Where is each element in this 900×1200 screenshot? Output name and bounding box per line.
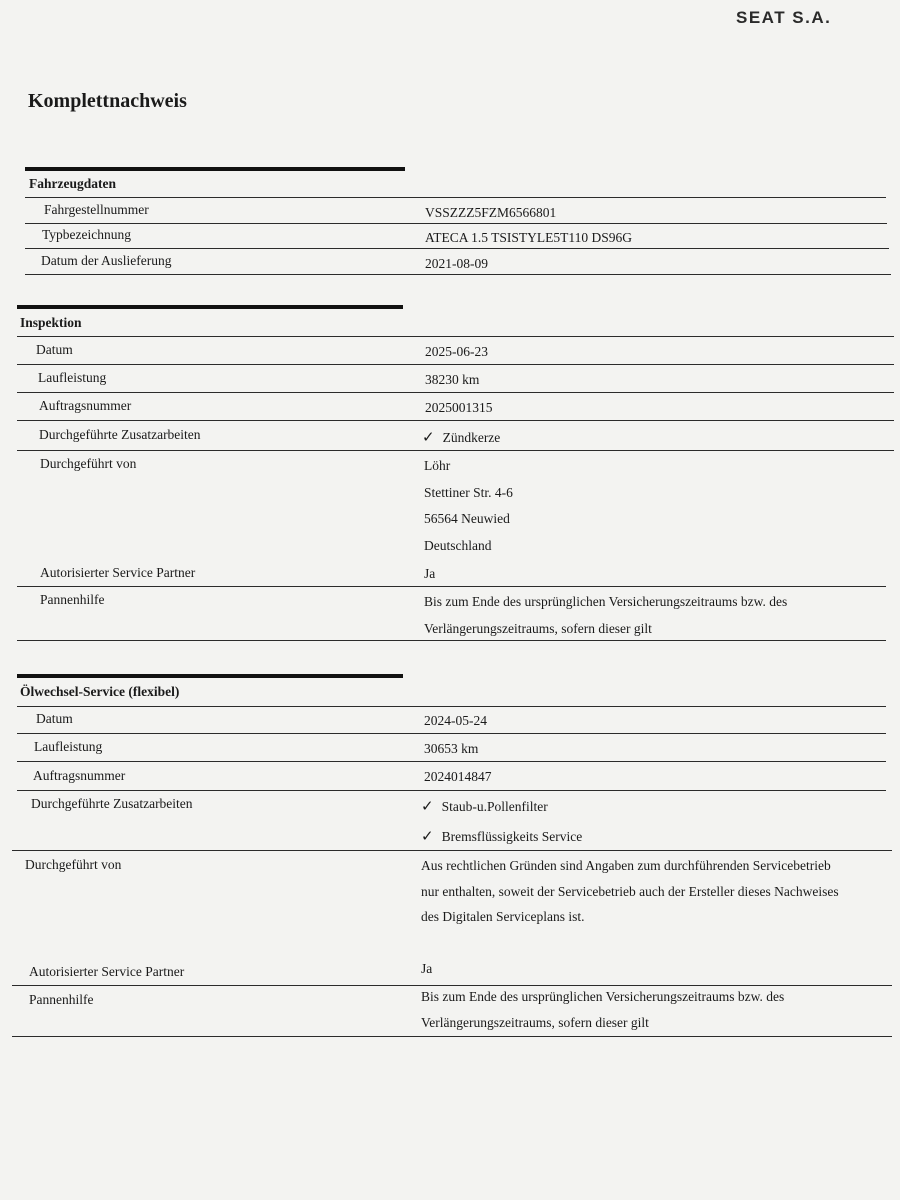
vin-label: Fahrgestellnummer — [44, 202, 149, 217]
document-title: Komplettnachweis — [28, 90, 187, 112]
oil-extra-work-label: Durchgeführte Zusatzarbeiten — [31, 796, 193, 811]
oil-breakdown-line-1: Bis zum Ende des ursprünglichen Versicherungszeitraums bzw. des — [421, 989, 785, 1004]
section-title-oil-service: Ölwechsel-Service (flexibel) — [20, 684, 180, 699]
row-divider — [17, 706, 886, 707]
inspection-order-value: 2025001315 — [425, 400, 493, 415]
inspection-mileage-label: Laufleistung — [38, 370, 107, 385]
extra-work-text: Zündkerze — [442, 430, 501, 445]
section-title-inspection: Inspektion — [20, 315, 82, 330]
oil-partner-value: Ja — [421, 961, 433, 976]
oil-breakdown-label: Pannenhilfe — [29, 992, 94, 1007]
oil-mileage-label: Laufleistung — [34, 739, 103, 754]
row-divider — [25, 197, 886, 198]
oil-breakdown-line-2: Verlängerungszeitraums, sofern dieser gilt — [421, 1015, 649, 1030]
row-divider — [17, 450, 894, 451]
oil-mileage-value: 30653 km — [424, 741, 479, 756]
oil-extra-work-item-2 — [421, 827, 582, 845]
inspection-order-label: Auftragsnummer — [39, 398, 132, 413]
extra-work-text: Bremsflüssigkeits Service — [441, 829, 583, 844]
row-divider — [17, 640, 886, 641]
inspection-breakdown-line-2: Verlängerungszeitraums, sofern dieser gilt — [424, 621, 652, 636]
row-divider — [12, 850, 892, 851]
section-divider — [17, 305, 403, 309]
type-label: Typbezeichnung — [42, 227, 132, 242]
extra-work-text: Staub-u.Pollenfilter — [441, 799, 548, 814]
row-divider — [17, 364, 894, 365]
brand-logo: SEAT S.A. — [736, 8, 832, 27]
performer-name: Löhr — [424, 458, 451, 473]
oil-order-label: Auftragsnummer — [33, 768, 126, 783]
inspection-extra-work-item — [422, 428, 500, 446]
row-divider — [25, 248, 889, 249]
oil-performed-by-label: Durchgeführt von — [25, 857, 122, 872]
row-divider — [12, 1036, 892, 1037]
section-divider — [17, 674, 403, 678]
oil-extra-work-item-1 — [421, 797, 548, 815]
type-value: ATECA 1.5 TSISTYLE5T110 DS96G — [425, 230, 633, 245]
inspection-performed-by-label: Durchgeführt von — [40, 456, 137, 471]
row-divider — [17, 420, 894, 421]
row-divider — [17, 392, 894, 393]
row-divider — [17, 733, 886, 734]
row-divider — [25, 223, 887, 224]
inspection-mileage-value: 38230 km — [425, 372, 480, 387]
inspection-partner-value: Ja — [424, 566, 436, 581]
section-divider — [25, 167, 405, 171]
legal-note-line-2: nur enthalten, soweit der Servicebetrieb auch der Ersteller dieses Nachweises — [421, 884, 839, 899]
performer-country: Deutschland — [424, 538, 492, 553]
inspection-breakdown-label: Pannenhilfe — [40, 592, 105, 607]
inspection-extra-work-label: Durchgeführte Zusatzarbeiten — [39, 427, 201, 442]
row-divider — [17, 586, 886, 587]
delivery-date-label: Datum der Auslieferung — [41, 253, 172, 268]
checkmark-icon: ✓ — [421, 797, 434, 815]
legal-note-line-3: des Digitalen Serviceplans ist. — [421, 909, 585, 924]
inspection-breakdown-line-1: Bis zum Ende des ursprünglichen Versicherungszeitraums bzw. des — [424, 594, 788, 609]
section-title-vehicle: Fahrzeugdaten — [29, 176, 116, 191]
delivery-date-value: 2021-08-09 — [425, 256, 488, 271]
oil-partner-label: Autorisierter Service Partner — [29, 964, 185, 979]
performer-city: 56564 Neuwied — [424, 511, 510, 526]
oil-date-label: Datum — [36, 711, 73, 726]
oil-order-value: 2024014847 — [424, 769, 492, 784]
checkmark-icon: ✓ — [421, 827, 434, 845]
row-divider — [25, 274, 891, 275]
vin-value: VSSZZZ5FZM6566801 — [425, 205, 557, 220]
row-divider — [17, 790, 886, 791]
inspection-date-value: 2025-06-23 — [425, 344, 488, 359]
row-divider — [17, 336, 894, 337]
checkmark-icon: ✓ — [422, 428, 435, 446]
inspection-partner-label: Autorisierter Service Partner — [40, 565, 196, 580]
oil-date-value: 2024-05-24 — [424, 713, 487, 728]
row-divider — [17, 761, 886, 762]
inspection-date-label: Datum — [36, 342, 73, 357]
performer-street: Stettiner Str. 4-6 — [424, 485, 513, 500]
legal-note-line-1: Aus rechtlichen Gründen sind Angaben zum durchführenden Servicebetrieb — [421, 858, 831, 873]
row-divider — [12, 985, 892, 986]
